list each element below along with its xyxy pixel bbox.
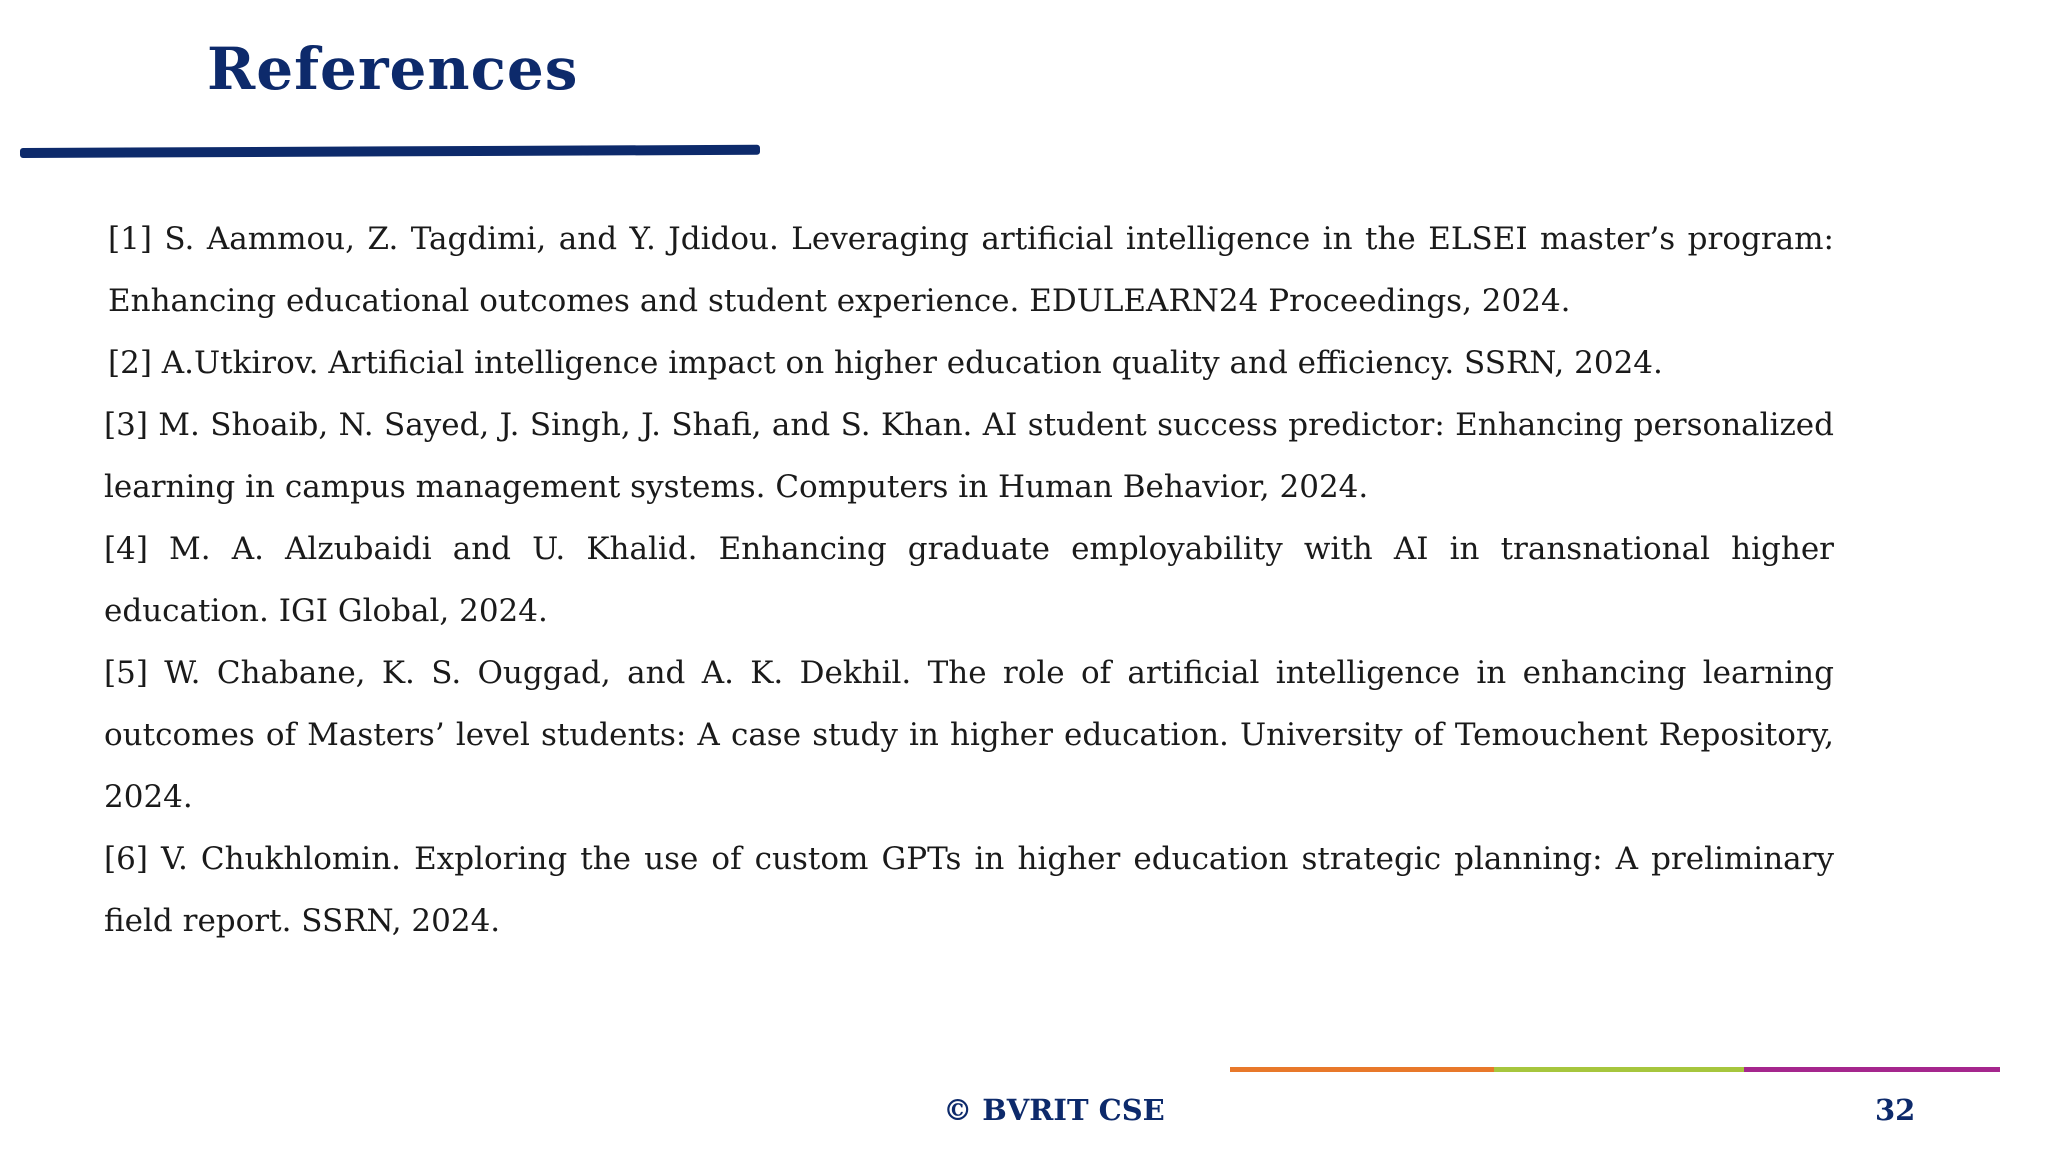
reference-item-1: [1] S. Aammou, Z. Tagdimi, and Y. Jdidou. Leveraging artificial intelligence in the ELSEI master’s program: Enhancing educational outcomes and student experience. EDULEARN24 Proceedings, 2024. (108, 221, 1834, 319)
title-underline (20, 145, 760, 158)
footer-accent-purple (1744, 1067, 2000, 1072)
footer-copyright: © BVRIT CSE (943, 1093, 1165, 1127)
reference-item-2: [2] A.Utkirov. Artificial intelligence impact on higher education quality and efficiency. SSRN, 2024. (108, 345, 1663, 381)
reference-item-3: [3] M. Shoaib, N. Sayed, J. Singh, J. Shafi, and S. Khan. AI student success predictor: Enhancing personalized learning in campus management systems. Computers in Human Behavior, 2024. (104, 407, 1834, 505)
slide-title: References (207, 35, 579, 103)
page-number: 32 (1875, 1093, 1916, 1127)
footer-accent-orange (1230, 1067, 1494, 1072)
reference-item-6: [6] V. Chukhlomin. Exploring the use of custom GPTs in higher education strategic planning: A preliminary field report. SSRN, 2024. (104, 841, 1834, 939)
references-list (96, 208, 1834, 952)
footer-accent-green (1494, 1067, 1744, 1072)
reference-item-4: [4] M. A. Alzubaidi and U. Khalid. Enhancing graduate employability with AI in transnational higher education. IGI Global, 2024. (104, 531, 1834, 629)
reference-item-5: [5] W. Chabane, K. S. Ouggad, and A. K. Dekhil. The role of artificial intelligence in enhancing learning outcomes of Masters’ level students: A case study in higher education. University of Temouchent Repository, 2024. (104, 655, 1834, 815)
